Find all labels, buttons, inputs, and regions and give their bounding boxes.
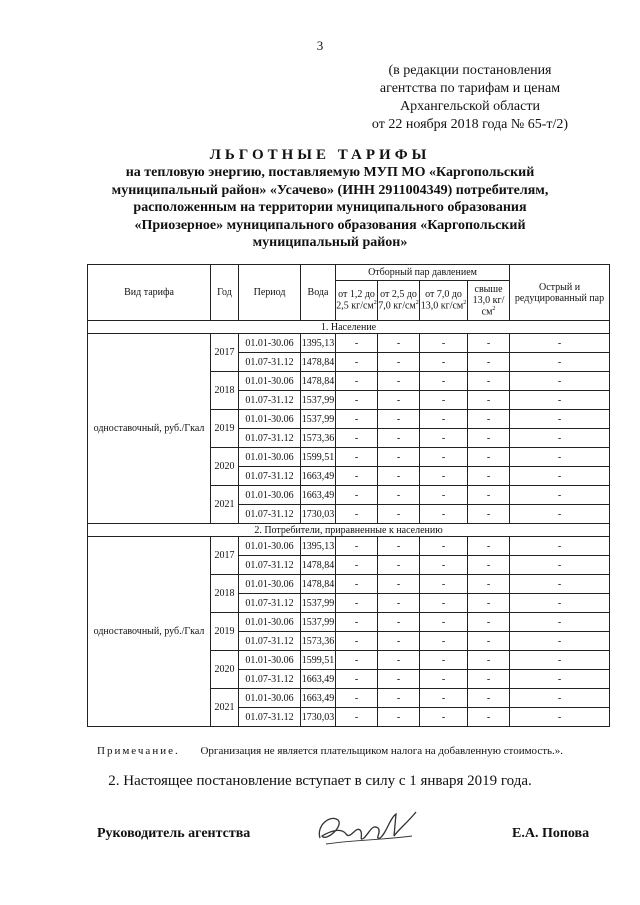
dash-cell: -: [468, 708, 510, 727]
year-cell: 2018: [211, 372, 239, 410]
water-value-cell: 1663,49: [301, 486, 336, 505]
dash-cell: -: [510, 391, 610, 410]
dash-cell: -: [510, 486, 610, 505]
dash-cell: -: [468, 689, 510, 708]
water-value-cell: 1663,49: [301, 670, 336, 689]
year-cell: 2021: [211, 486, 239, 524]
water-value-cell: 1537,99: [301, 410, 336, 429]
period-cell: 01.07-31.12: [239, 632, 301, 651]
header-water: Вода: [301, 265, 336, 321]
dash-cell: -: [420, 486, 468, 505]
dash-cell: -: [420, 537, 468, 556]
edition-line: Архангельской области: [400, 99, 540, 114]
dash-cell: -: [336, 708, 378, 727]
period-cell: 01.07-31.12: [239, 708, 301, 727]
dash-cell: -: [420, 575, 468, 594]
period-cell: 01.07-31.12: [239, 353, 301, 372]
dash-cell: -: [336, 613, 378, 632]
dash-cell: -: [510, 708, 610, 727]
section-row: [88, 321, 610, 334]
document-subtitle: на тепловую энергию, поставляемую МУП МО «Каргопольский муниципальный район» «Усачево» (ИНН 2911004349) потребителям, расположенным на территории муниципального образования «Приозерное» муниципального образования «Каргопольский муниципальный район»: [111, 165, 549, 250]
dash-cell: -: [468, 372, 510, 391]
dash-cell: -: [510, 448, 610, 467]
tariff-table: [87, 264, 610, 727]
dash-cell: -: [510, 575, 610, 594]
dash-cell: -: [336, 391, 378, 410]
dash-cell: -: [420, 429, 468, 448]
dash-cell: -: [510, 505, 610, 524]
section-title: 2. Потребители, приравненные к населению: [88, 524, 610, 537]
period-cell: 01.01-30.06: [239, 575, 301, 594]
water-value-cell: 1537,99: [301, 594, 336, 613]
dash-cell: -: [378, 505, 420, 524]
effective-date-clause: 2. Настоящее постановление вступает в силу с 1 января 2019 года.: [108, 773, 532, 789]
dash-cell: -: [510, 429, 610, 448]
dash-cell: -: [378, 410, 420, 429]
period-cell: 01.01-30.06: [239, 448, 301, 467]
water-value-cell: 1730,03: [301, 505, 336, 524]
footnote-text: Организация не является плательщиком налога на добавленную стоимость.».: [200, 745, 564, 757]
period-cell: 01.01-30.06: [239, 651, 301, 670]
signatory-position: Руководитель агентства: [97, 826, 251, 841]
water-value-cell: 1478,84: [301, 556, 336, 575]
handwritten-signature: [312, 806, 422, 850]
water-value-cell: 1663,49: [301, 467, 336, 486]
water-value-cell: 1478,84: [301, 353, 336, 372]
dash-cell: -: [510, 651, 610, 670]
header-steam-3: от 7,0 до 13,0 $кг/см^2$: [420, 281, 468, 321]
dash-cell: -: [468, 651, 510, 670]
dash-cell: -: [510, 556, 610, 575]
dash-cell: -: [468, 505, 510, 524]
dash-cell: -: [420, 353, 468, 372]
dash-cell: -: [378, 651, 420, 670]
header-year: Год: [211, 265, 239, 321]
dash-cell: -: [510, 372, 610, 391]
period-cell: 01.07-31.12: [239, 556, 301, 575]
dash-cell: -: [420, 670, 468, 689]
water-value-cell: 1663,49: [301, 689, 336, 708]
water-value-cell: 1730,03: [301, 708, 336, 727]
dash-cell: -: [378, 537, 420, 556]
dash-cell: -: [510, 537, 610, 556]
year-cell: 2021: [211, 689, 239, 727]
period-cell: 01.07-31.12: [239, 467, 301, 486]
tariff-type-cell: одноставочный, руб./Гкал: [88, 537, 211, 727]
dash-cell: -: [420, 594, 468, 613]
dash-cell: -: [468, 670, 510, 689]
dash-cell: -: [336, 689, 378, 708]
dash-cell: -: [336, 467, 378, 486]
dash-cell: -: [510, 689, 610, 708]
dash-cell: -: [510, 613, 610, 632]
dash-cell: -: [420, 334, 468, 353]
dash-cell: -: [378, 594, 420, 613]
period-cell: 01.07-31.12: [239, 670, 301, 689]
water-value-cell: 1599,51: [301, 651, 336, 670]
section-title: 1. Население: [88, 321, 610, 334]
dash-cell: -: [336, 372, 378, 391]
period-cell: 01.07-31.12: [239, 594, 301, 613]
dash-cell: -: [378, 486, 420, 505]
dash-cell: -: [420, 708, 468, 727]
header-sharp-steam: Острый и редуцированный пар: [510, 265, 610, 321]
water-value-cell: 1537,99: [301, 613, 336, 632]
dash-cell: -: [420, 632, 468, 651]
dash-cell: -: [420, 556, 468, 575]
dash-cell: -: [336, 651, 378, 670]
dash-cell: -: [468, 448, 510, 467]
dash-cell: -: [420, 391, 468, 410]
dash-cell: -: [468, 467, 510, 486]
year-cell: 2017: [211, 537, 239, 575]
year-cell: 2020: [211, 448, 239, 486]
dash-cell: -: [468, 429, 510, 448]
dash-cell: -: [336, 575, 378, 594]
dash-cell: -: [378, 670, 420, 689]
table-row: [88, 334, 610, 353]
period-cell: 01.01-30.06: [239, 537, 301, 556]
period-cell: 01.01-30.06: [239, 613, 301, 632]
dash-cell: -: [336, 505, 378, 524]
dash-cell: -: [336, 429, 378, 448]
year-cell: 2019: [211, 410, 239, 448]
dash-cell: -: [420, 613, 468, 632]
period-cell: 01.01-30.06: [239, 372, 301, 391]
period-cell: 01.01-30.06: [239, 334, 301, 353]
dash-cell: -: [468, 486, 510, 505]
dash-cell: -: [468, 537, 510, 556]
dash-cell: -: [378, 429, 420, 448]
dash-cell: -: [420, 689, 468, 708]
year-cell: 2017: [211, 334, 239, 372]
dash-cell: -: [420, 505, 468, 524]
dash-cell: -: [468, 556, 510, 575]
water-value-cell: 1478,84: [301, 575, 336, 594]
period-cell: 01.07-31.12: [239, 391, 301, 410]
dash-cell: -: [510, 334, 610, 353]
document-title: ЛЬГОТНЫЕ ТАРИФЫ: [209, 147, 431, 163]
dash-cell: -: [336, 410, 378, 429]
dash-cell: -: [336, 448, 378, 467]
dash-cell: -: [468, 410, 510, 429]
dash-cell: -: [336, 632, 378, 651]
dash-cell: -: [336, 670, 378, 689]
dash-cell: -: [378, 467, 420, 486]
dash-cell: -: [336, 486, 378, 505]
year-cell: 2020: [211, 651, 239, 689]
header-tariff-type: Вид тарифа: [88, 265, 211, 321]
footnote: [97, 745, 563, 757]
period-cell: 01.01-30.06: [239, 486, 301, 505]
dash-cell: -: [420, 448, 468, 467]
dash-cell: -: [468, 613, 510, 632]
dash-cell: -: [378, 708, 420, 727]
edition-line: от 22 ноября 2018 года № 65-т/2): [371, 117, 569, 132]
period-cell: 01.01-30.06: [239, 689, 301, 708]
header-period: Период: [239, 265, 301, 321]
edition-line: (в редакции постановления: [388, 63, 552, 78]
dash-cell: -: [378, 448, 420, 467]
dash-cell: -: [468, 632, 510, 651]
dash-cell: -: [336, 334, 378, 353]
water-value-cell: 1537,99: [301, 391, 336, 410]
period-cell: 01.07-31.12: [239, 505, 301, 524]
dash-cell: -: [378, 391, 420, 410]
signatory-name: Е.А. Попова: [512, 826, 590, 841]
dash-cell: -: [510, 467, 610, 486]
tariff-type-cell: одноставочный, руб./Гкал: [88, 334, 211, 524]
period-cell: 01.07-31.12: [239, 429, 301, 448]
dash-cell: -: [420, 372, 468, 391]
edition-note: [330, 62, 610, 134]
table-row: [88, 537, 610, 556]
dash-cell: -: [468, 334, 510, 353]
dash-cell: -: [510, 353, 610, 372]
year-cell: 2018: [211, 575, 239, 613]
dash-cell: -: [510, 670, 610, 689]
header-steam-4: свыше 13,0 $кг/см^2$: [468, 281, 510, 321]
dash-cell: -: [420, 410, 468, 429]
header-steam-group: Отборный пар давлением: [336, 265, 510, 281]
dash-cell: -: [378, 556, 420, 575]
water-value-cell: 1478,84: [301, 372, 336, 391]
header-steam-1: от 1,2 до 2,5 $кг/см^2$: [336, 281, 378, 321]
dash-cell: -: [378, 575, 420, 594]
dash-cell: -: [378, 613, 420, 632]
dash-cell: -: [378, 689, 420, 708]
dash-cell: -: [468, 391, 510, 410]
dash-cell: -: [336, 594, 378, 613]
period-cell: 01.01-30.06: [239, 410, 301, 429]
dash-cell: -: [378, 334, 420, 353]
edition-line: агентства по тарифам и ценам: [379, 81, 561, 96]
dash-cell: -: [420, 651, 468, 670]
dash-cell: -: [420, 467, 468, 486]
year-cell: 2019: [211, 613, 239, 651]
water-value-cell: 1573,36: [301, 632, 336, 651]
header-steam-2: от 2,5 до 7,0 $кг/см^2$: [378, 281, 420, 321]
dash-cell: -: [336, 353, 378, 372]
dash-cell: -: [468, 594, 510, 613]
dash-cell: -: [336, 537, 378, 556]
dash-cell: -: [510, 410, 610, 429]
dash-cell: -: [510, 594, 610, 613]
water-value-cell: 1395,13: [301, 537, 336, 556]
dash-cell: -: [468, 353, 510, 372]
water-value-cell: 1599,51: [301, 448, 336, 467]
dash-cell: -: [378, 372, 420, 391]
water-value-cell: 1395,13: [301, 334, 336, 353]
page-number: 3: [316, 38, 324, 53]
water-value-cell: 1573,36: [301, 429, 336, 448]
section-row: [88, 524, 610, 537]
dash-cell: -: [468, 575, 510, 594]
dash-cell: -: [378, 632, 420, 651]
dash-cell: -: [378, 353, 420, 372]
dash-cell: -: [510, 632, 610, 651]
footnote-label: Примечание.: [97, 745, 180, 757]
dash-cell: -: [336, 556, 378, 575]
